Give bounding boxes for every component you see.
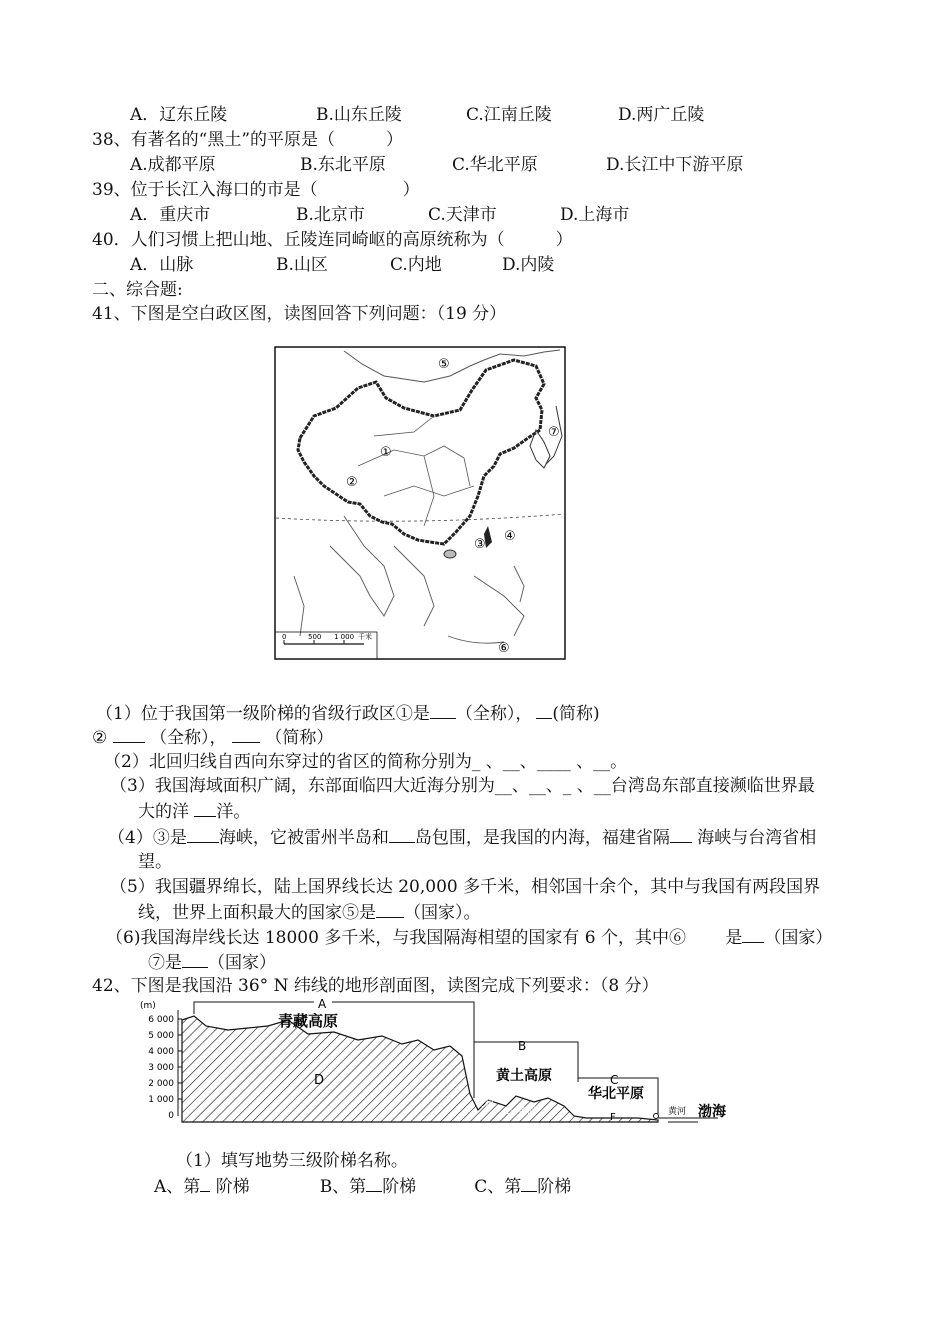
- y-tick-0: 0: [168, 1111, 174, 1121]
- marker-5: ⑤: [438, 357, 450, 372]
- scale-1000: 1 000: [334, 633, 355, 641]
- q39-option-d: D.上海市: [560, 205, 630, 225]
- q42-a-suffix: 阶梯: [215, 1177, 250, 1197]
- q42-stem: 42、下图是我国沿 36° N 纬线的地形剖面图，读图完成下列要求：（8 分）: [92, 976, 659, 996]
- q38-stem: 38、有著名的“黑土”的平原是（ ）: [92, 130, 404, 150]
- q39-option-b: B.北京市: [296, 205, 365, 225]
- answer-blank[interactable]: [232, 726, 260, 743]
- q41-p1-text-e: （全称），: [150, 728, 227, 748]
- q37-option-a: A．辽东丘陵: [130, 105, 228, 125]
- q41-part5-line2: [138, 901, 481, 924]
- q40-option-a: A．山脉: [130, 255, 194, 275]
- q41-p1-text-f: （简称）: [265, 728, 334, 748]
- q39-stem: 39、位于长江入海口的市是（ ）: [92, 180, 420, 200]
- answer-blank[interactable]: [113, 726, 145, 743]
- q41-part6-line2: [148, 951, 276, 974]
- q42-b-prefix: B、第: [319, 1177, 367, 1197]
- q41-stem: 41、下图是空白政区图，读图回答下列问题：（19 分）: [92, 304, 507, 324]
- answer-blank[interactable]: [200, 1175, 210, 1192]
- answer-blank[interactable]: [182, 951, 208, 968]
- region-bohai: 渤海: [698, 1104, 726, 1120]
- q41-p1-text-d: ②: [92, 728, 108, 748]
- marker-6: ⑥: [498, 641, 510, 656]
- region-north-china: 华北平原: [588, 1086, 644, 1102]
- y-tick-6000: 6 000: [148, 1015, 174, 1025]
- answer-blank[interactable]: [366, 1175, 382, 1192]
- label-yellow-river-2: 黄河: [668, 1107, 687, 1117]
- q42-b-suffix: 阶梯: [382, 1177, 417, 1197]
- marker-7: ⑦: [548, 425, 560, 440]
- marker-3: ③: [474, 537, 486, 552]
- answer-blank[interactable]: [536, 702, 552, 719]
- q41-p4-text-d: 海峡与台湾省相: [697, 828, 817, 848]
- q37-option-b: B.山东丘陵: [316, 105, 402, 125]
- q41-p3-text-b: 大的洋: [138, 802, 189, 822]
- q41-part5-line1: （5）我国疆界绵长，陆上国界线长达 20,000 多千米，相邻国十余个，其中与我国有两段国界: [110, 877, 821, 897]
- y-tick-1000: 1 000: [148, 1095, 174, 1105]
- q41-part3-line1: （3）我国海域面积广阔，东部面临四大近海分别为__、__、_ 、__台湾岛东部直接濒临世界最: [110, 776, 815, 796]
- q41-part4-line1: [108, 826, 816, 849]
- q41-part1-line2: [92, 726, 333, 749]
- scale-500: 500: [308, 633, 322, 641]
- q41-p1-text-c: (简称): [552, 704, 600, 724]
- q41-p6-text-d: （国家）: [208, 953, 276, 973]
- q41-p1-text-b: （全称），: [455, 704, 533, 724]
- q38-option-d: D.长江中下游平原: [606, 155, 744, 175]
- q39-option-c: C.天津市: [428, 205, 497, 225]
- y-tick-2000: 2 000: [148, 1079, 174, 1089]
- q41-p5-text-c: （国家）。: [404, 903, 481, 923]
- q42-answer-line: [154, 1175, 571, 1198]
- y-unit: (m): [140, 1001, 156, 1011]
- q41-p6-text-b: （国家）: [764, 928, 833, 948]
- section-heading: 二、综合题:: [92, 280, 183, 300]
- q38-option-c: C.华北平原: [452, 155, 538, 175]
- q37-option-d: D.两广丘陵: [618, 105, 705, 125]
- label-E: E: [506, 1106, 513, 1117]
- q41-p6-text-c: ⑦是: [148, 953, 182, 973]
- marker-2: ②: [346, 475, 358, 490]
- scale-km: 千米: [358, 633, 372, 641]
- region-loess: 黄土高原: [496, 1068, 552, 1084]
- label-yellow-river-1: 黄河: [518, 1107, 537, 1117]
- marker-1: ①: [380, 445, 392, 460]
- q38-option-b: B.东北平原: [300, 155, 386, 175]
- terrain-profile-diagram: [138, 997, 726, 1130]
- q41-p1-text-a: （1）位于我国第一级阶梯的省级行政区①是: [96, 704, 430, 724]
- answer-blank[interactable]: [187, 826, 219, 843]
- answer-blank[interactable]: [521, 1175, 537, 1192]
- answer-blank[interactable]: [670, 826, 692, 843]
- q41-part3-line2: [138, 800, 250, 823]
- y-tick-5000: 5 000: [148, 1031, 174, 1041]
- q40-option-b: B.山区: [276, 255, 328, 275]
- q40-option-d: D.内陵: [502, 255, 555, 275]
- q37-option-c: C.江南丘陵: [466, 105, 552, 125]
- marker-4: ④: [504, 529, 516, 544]
- label-D: D: [314, 1073, 325, 1088]
- y-tick-4000: 4 000: [148, 1047, 174, 1057]
- label-C: C: [610, 1073, 619, 1087]
- q41-part2: （2）北回归线自西向东穿过的省区的简称分别为_ 、__、____ 、__。: [104, 752, 628, 772]
- q41-p3-text-c: 洋。: [216, 802, 251, 822]
- q41-part6-line1: [106, 926, 832, 949]
- q41-part4-line2: 望。: [138, 852, 172, 872]
- label-B: B: [518, 1039, 527, 1053]
- label-A: A: [318, 997, 327, 1011]
- q41-p4-text-c: 岛包围，是我国的内海，福建省隔: [414, 828, 670, 848]
- label-lanzhou: 兰州: [476, 1099, 495, 1109]
- y-tick-3000: 3 000: [148, 1063, 174, 1073]
- q41-p6-text-a: （6)我国海岸线长达 18000 多千米，与我国隔海相望的国家有 6 个，其中⑥ 是: [106, 928, 743, 948]
- region-qinghai-tibet: 青藏高原: [278, 1012, 339, 1030]
- q41-p5-text-b: 线，世界上面积最大的国家⑤是: [138, 903, 376, 923]
- q40-stem: 40．人们习惯上把山地、丘陵连同崎岖的高原统称为（ ）: [92, 230, 573, 250]
- china-political-map: [274, 346, 566, 660]
- answer-blank[interactable]: [194, 800, 216, 817]
- q38-option-a: A.成都平原: [130, 155, 216, 175]
- q39-option-a: A．重庆市: [130, 205, 211, 225]
- q41-p4-text-a: （4）③是: [108, 828, 187, 848]
- answer-blank[interactable]: [742, 926, 764, 943]
- q40-option-c: C.内地: [390, 255, 442, 275]
- answer-blank[interactable]: [376, 901, 404, 918]
- q41-part1-line1: [96, 702, 600, 725]
- label-F: F: [610, 1112, 616, 1123]
- answer-blank[interactable]: [430, 702, 456, 719]
- answer-blank[interactable]: [389, 826, 415, 843]
- q42-a-prefix: A、第: [154, 1177, 201, 1197]
- q42-c-suffix: 阶梯: [537, 1177, 572, 1197]
- q42-c-prefix: C、第: [474, 1177, 522, 1197]
- q42-sub1: （1）填写地势三级阶梯名称。: [176, 1151, 408, 1171]
- q41-p4-text-b: 海峡，它被雷州半岛和: [218, 828, 389, 848]
- scale-0: 0: [282, 633, 287, 641]
